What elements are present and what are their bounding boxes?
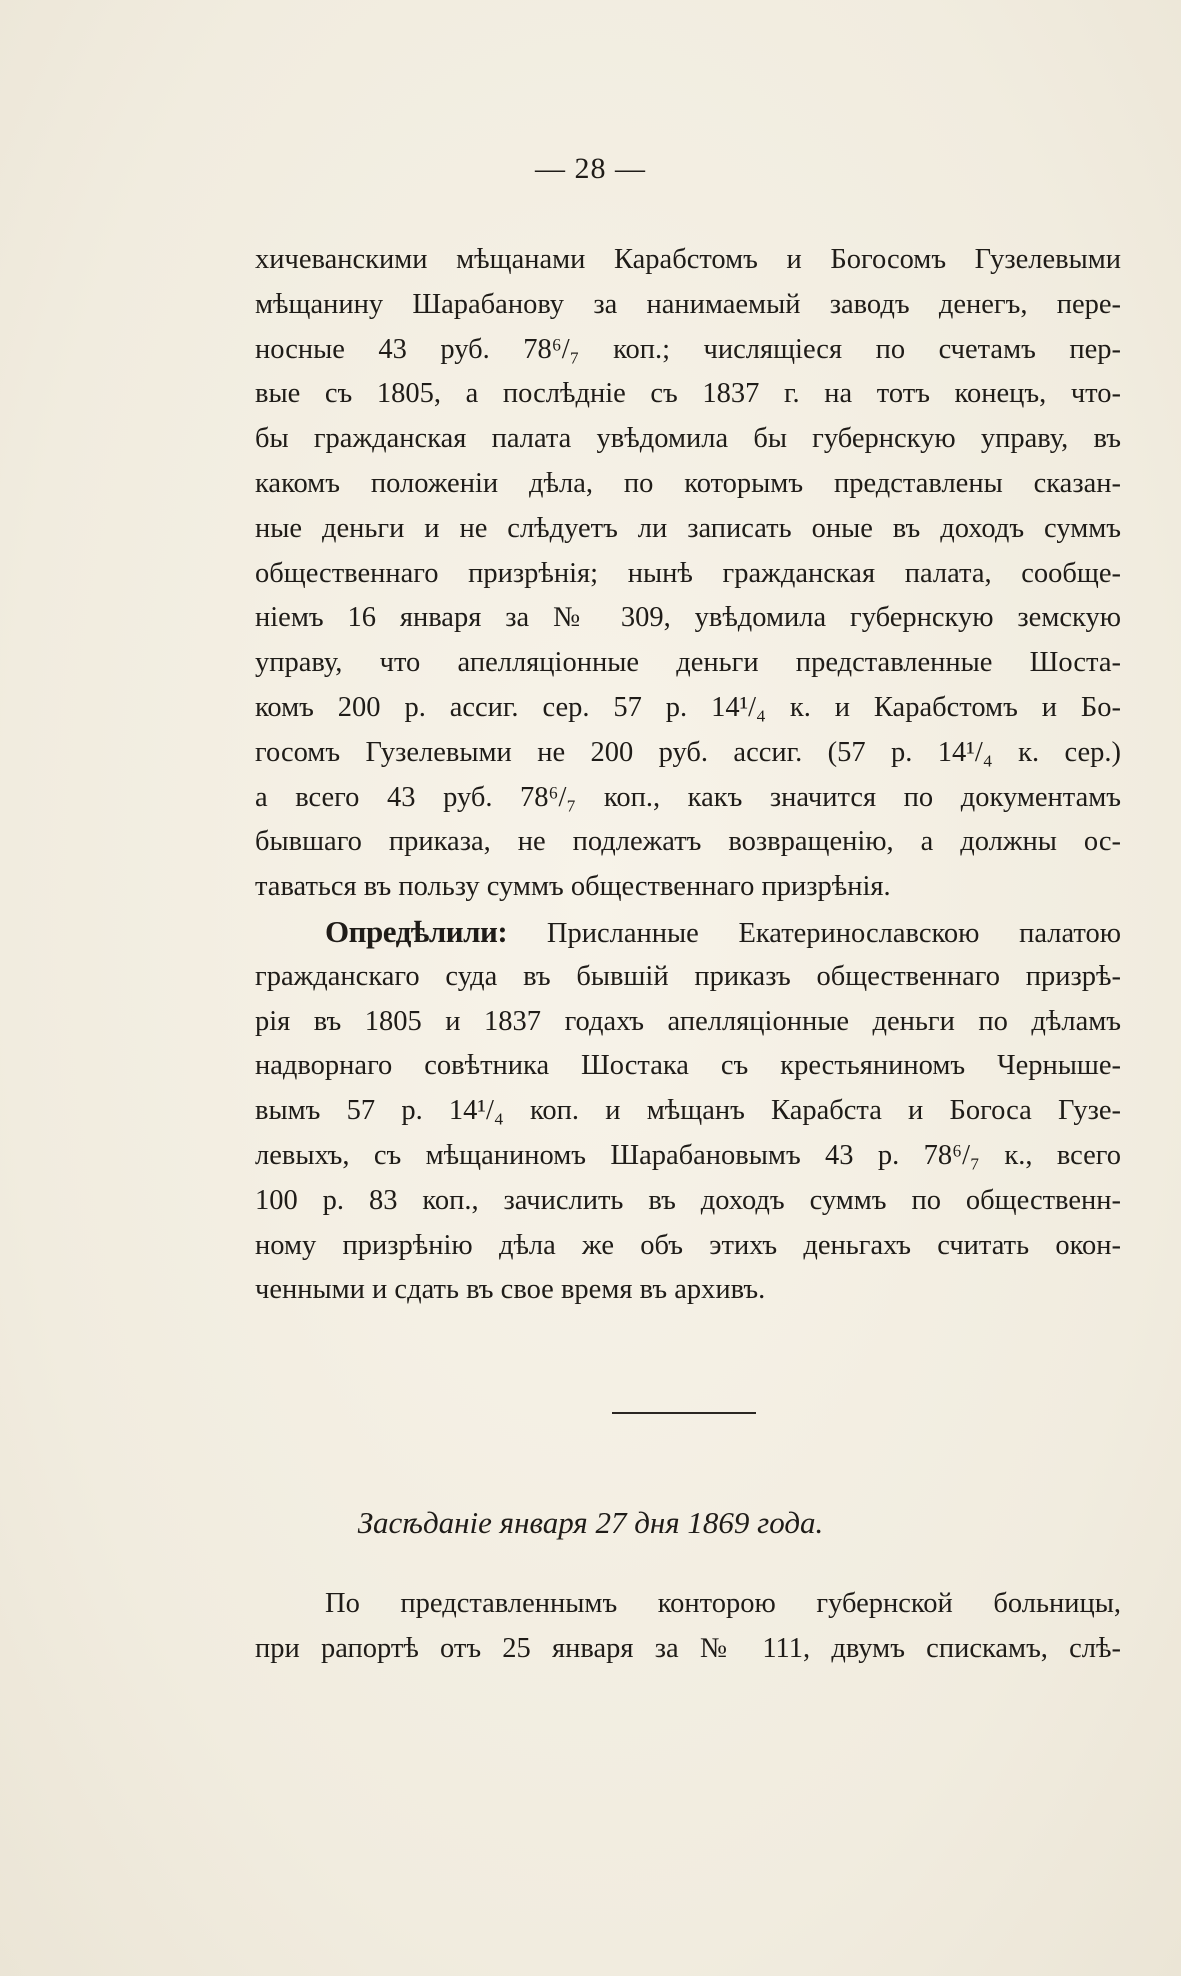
- text-line: комъ 200 р. ассиг. сер. 57 р. 14¹/₄ к. и Карабстомъ и Бо-: [255, 691, 1121, 723]
- paragraph-1: [255, 238, 1121, 910]
- text-line: бы гражданская палата увѣдомила бы губернскую управу, въ: [255, 423, 1121, 455]
- text-line: хичеванскими мѣщанами Карабстомъ и Богосомъ Гузелевыми: [255, 244, 1121, 275]
- text-line: какомъ положеніи дѣла, по которымъ представлены сказан-: [255, 467, 1121, 499]
- text-line: надворнаго совѣтника Шостака съ крестьяниномъ Черныше-: [255, 1050, 1121, 1082]
- text-line: общественнаго призрѣнія; нынѣ гражданская палата, сообще-: [255, 557, 1121, 589]
- text-line: управу, что апелляціонные деньги представленные Шоста-: [255, 647, 1121, 679]
- text-line: при рапортѣ отъ 25 января за № 111, двумъ спискамъ, слѣ-: [255, 1632, 1121, 1664]
- text-line: рія въ 1805 и 1837 годахъ апелляціонные деньги по дѣламъ: [255, 1005, 1121, 1037]
- text-line: бывшаго приказа, не подлежатъ возвращенію, а должны ос-: [255, 826, 1121, 858]
- text-line: ному призрѣнію дѣла же объ этихъ деньгахъ считать окон-: [255, 1229, 1121, 1261]
- paragraph-2: [255, 910, 1121, 1313]
- session-heading: Засѣданіе января 27 дня 1869 года.: [357, 1505, 824, 1540]
- text-line: мѣщанину Шарабанову за нанимаемый заводъ денегъ, пере-: [255, 288, 1121, 320]
- text-line: вымъ 57 р. 14¹/₄ коп. и мѣщанъ Карабста и Богоса Гузе-: [255, 1095, 1121, 1127]
- page-number: — 28 —: [535, 152, 646, 185]
- section-divider: [612, 1412, 756, 1414]
- text-line: 100 р. 83 коп., зачислить въ доходъ суммъ по общественн-: [255, 1184, 1121, 1216]
- text-line: ные деньги и не слѣдуетъ ли записать оные въ доходъ суммъ: [255, 512, 1121, 544]
- text-line: носные 43 руб. 78⁶/₇ коп.; числящіеся по счетамъ пер-: [255, 333, 1121, 365]
- resolution-label: Опредѣлили:: [325, 914, 508, 949]
- resolution-first-line: [255, 910, 1121, 955]
- text-line: ніемъ 16 января за № 309, увѣдомила губернскую земскую: [255, 602, 1121, 634]
- text-line: ченными и сдать въ свое время въ архивъ.: [255, 1274, 766, 1306]
- text-line: таваться въ пользу суммъ общественнаго призрѣнія.: [255, 871, 891, 903]
- text-line: госомъ Гузелевыми не 200 руб. ассиг. (57 р. 14¹/₄ к. сер.): [255, 736, 1121, 768]
- text-line: левыхъ, съ мѣщаниномъ Шарабановымъ 43 р. 78⁶/₇ к., всего: [255, 1139, 1121, 1171]
- paragraph-3: [255, 1582, 1121, 1672]
- text-line: а всего 43 руб. 78⁶/₇ коп., какъ значится по документамъ: [255, 781, 1121, 813]
- text-line: гражданскаго суда въ бывшій приказъ общественнаго призрѣ-: [255, 960, 1121, 992]
- text-line: вые съ 1805, а послѣдніе съ 1837 г. на тотъ конецъ, что-: [255, 378, 1121, 410]
- text-line: По представленнымъ конторою губернской больницы,: [325, 1588, 1121, 1619]
- resolution-first-line-text: Присланные Екатеринославскою палатою: [546, 918, 1121, 949]
